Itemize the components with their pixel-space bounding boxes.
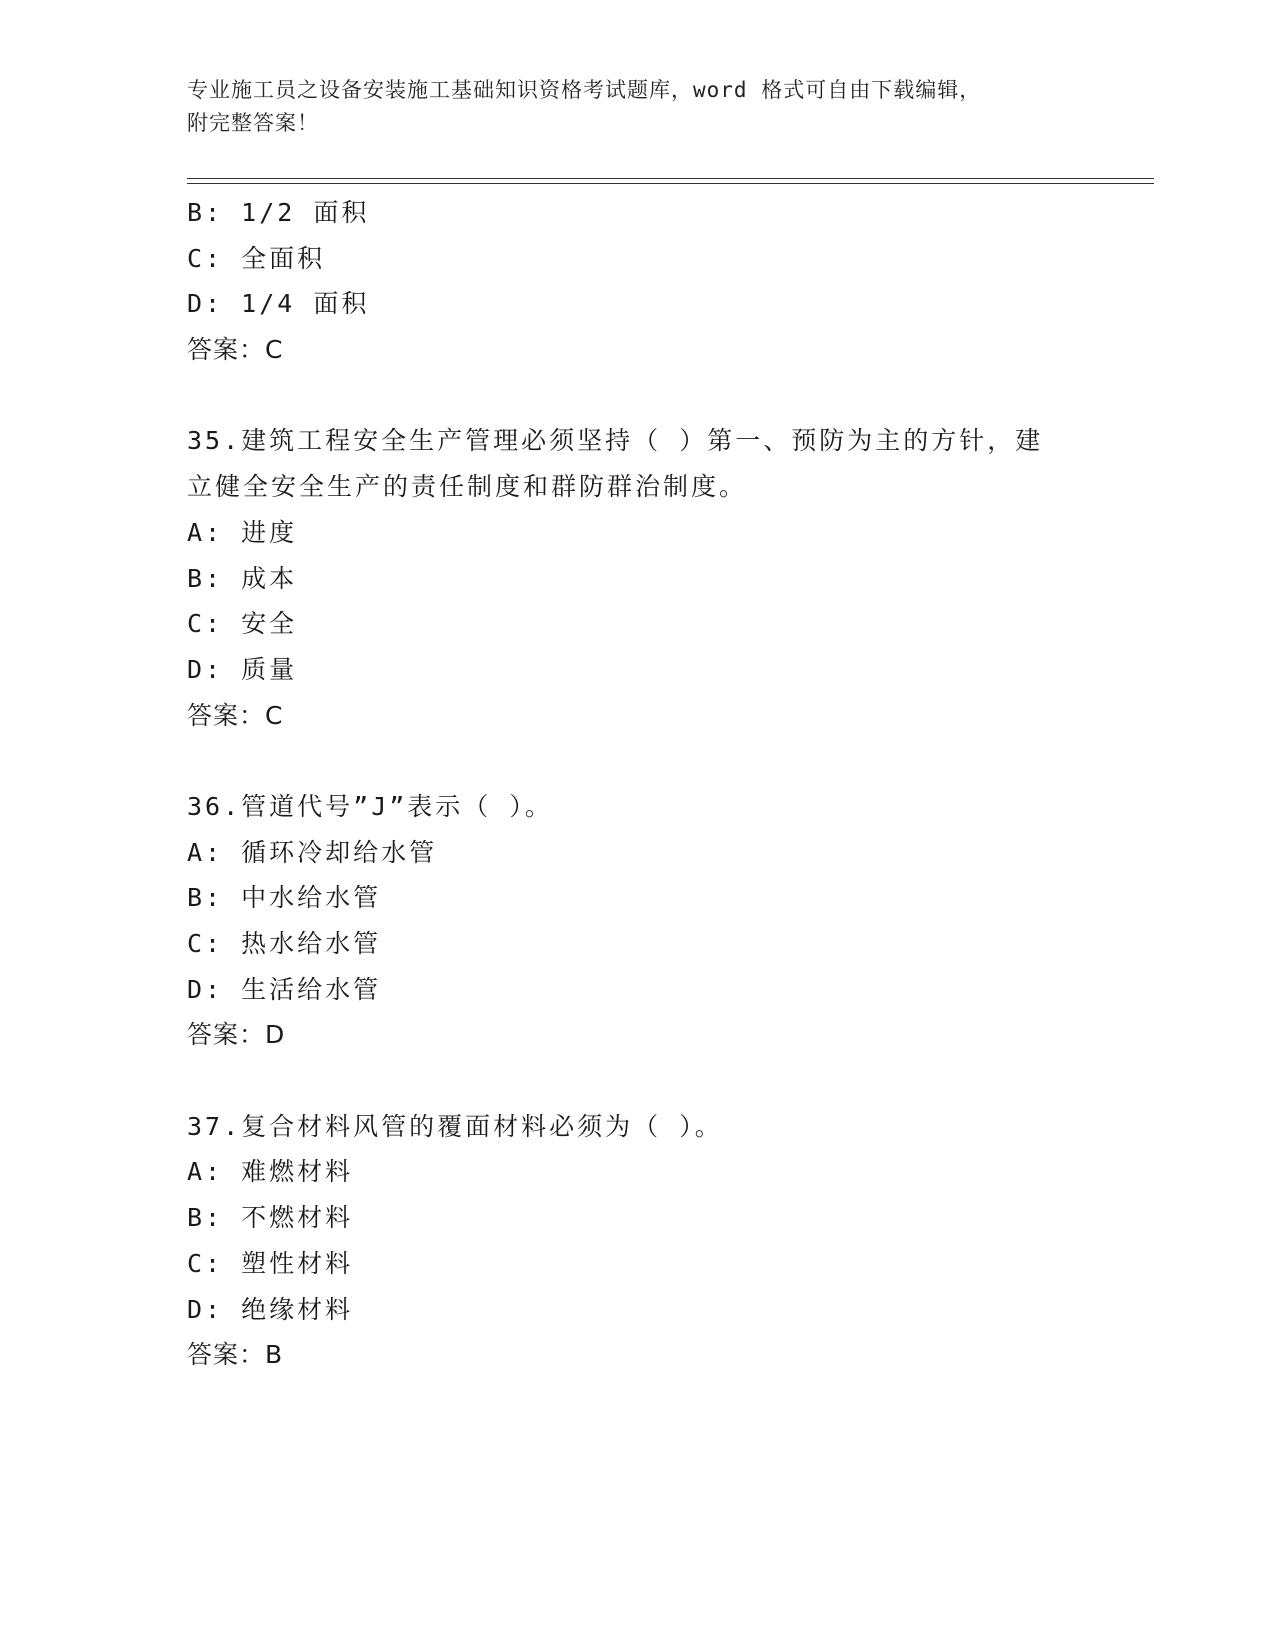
header-divider-bottom: [187, 183, 1154, 184]
header-line-1: 专业施工员之设备安装施工基础知识资格考试题库，word 格式可自由下载编辑，: [187, 78, 982, 102]
spacer: [187, 373, 1107, 419]
spacer: [187, 738, 1107, 784]
answer-line: 答案：B: [187, 1340, 284, 1370]
question-34-continued: [187, 190, 1107, 373]
option-b: B: 中水给水管: [187, 883, 382, 913]
option-d: D: 绝缘材料: [187, 1294, 354, 1324]
question-stem: 36.管道代号”J”表示（ ）。: [187, 791, 553, 821]
answer-line: 答案：D: [187, 1020, 286, 1050]
option-b: B: 成本: [187, 563, 298, 593]
option-b: B: 不燃材料: [187, 1203, 354, 1233]
document-header: [187, 74, 1067, 140]
question-stem: 35.建筑工程安全生产管理必须坚持（ ）第一、预防为主的方针，建: [187, 426, 1044, 456]
question-stem: 立健全安全生产的责任制度和群防群治制度。: [187, 472, 748, 502]
question-stem: 37.复合材料风管的覆面材料必须为（ ）。: [187, 1111, 723, 1141]
answer-line: 答案：C: [187, 700, 284, 730]
option-c: C: 塑性材料: [187, 1248, 354, 1278]
option-a: A: 进度: [187, 517, 298, 547]
option-b: B: 1/2 面积: [187, 198, 370, 227]
option-d: D: 1/4 面积: [187, 289, 370, 319]
question-35: [187, 418, 1107, 738]
option-c: C: 全面积: [187, 243, 326, 273]
option-c: C: 热水给水管: [187, 929, 382, 958]
option-d: D: 生活给水管: [187, 974, 382, 1004]
option-a: A: 循环冷却给水管: [187, 837, 438, 867]
option-d: D: 质量: [187, 654, 298, 684]
spacer: [187, 1058, 1107, 1104]
option-c: C: 安全: [187, 609, 298, 639]
header-line-2: 附完整答案！: [187, 111, 319, 135]
header-divider-top: [187, 178, 1154, 179]
option-a: A: 难燃材料: [187, 1157, 354, 1187]
question-list: [187, 190, 1107, 1378]
question-37: [187, 1104, 1107, 1378]
question-36: [187, 784, 1107, 1058]
answer-line: 答案：C: [187, 335, 284, 365]
